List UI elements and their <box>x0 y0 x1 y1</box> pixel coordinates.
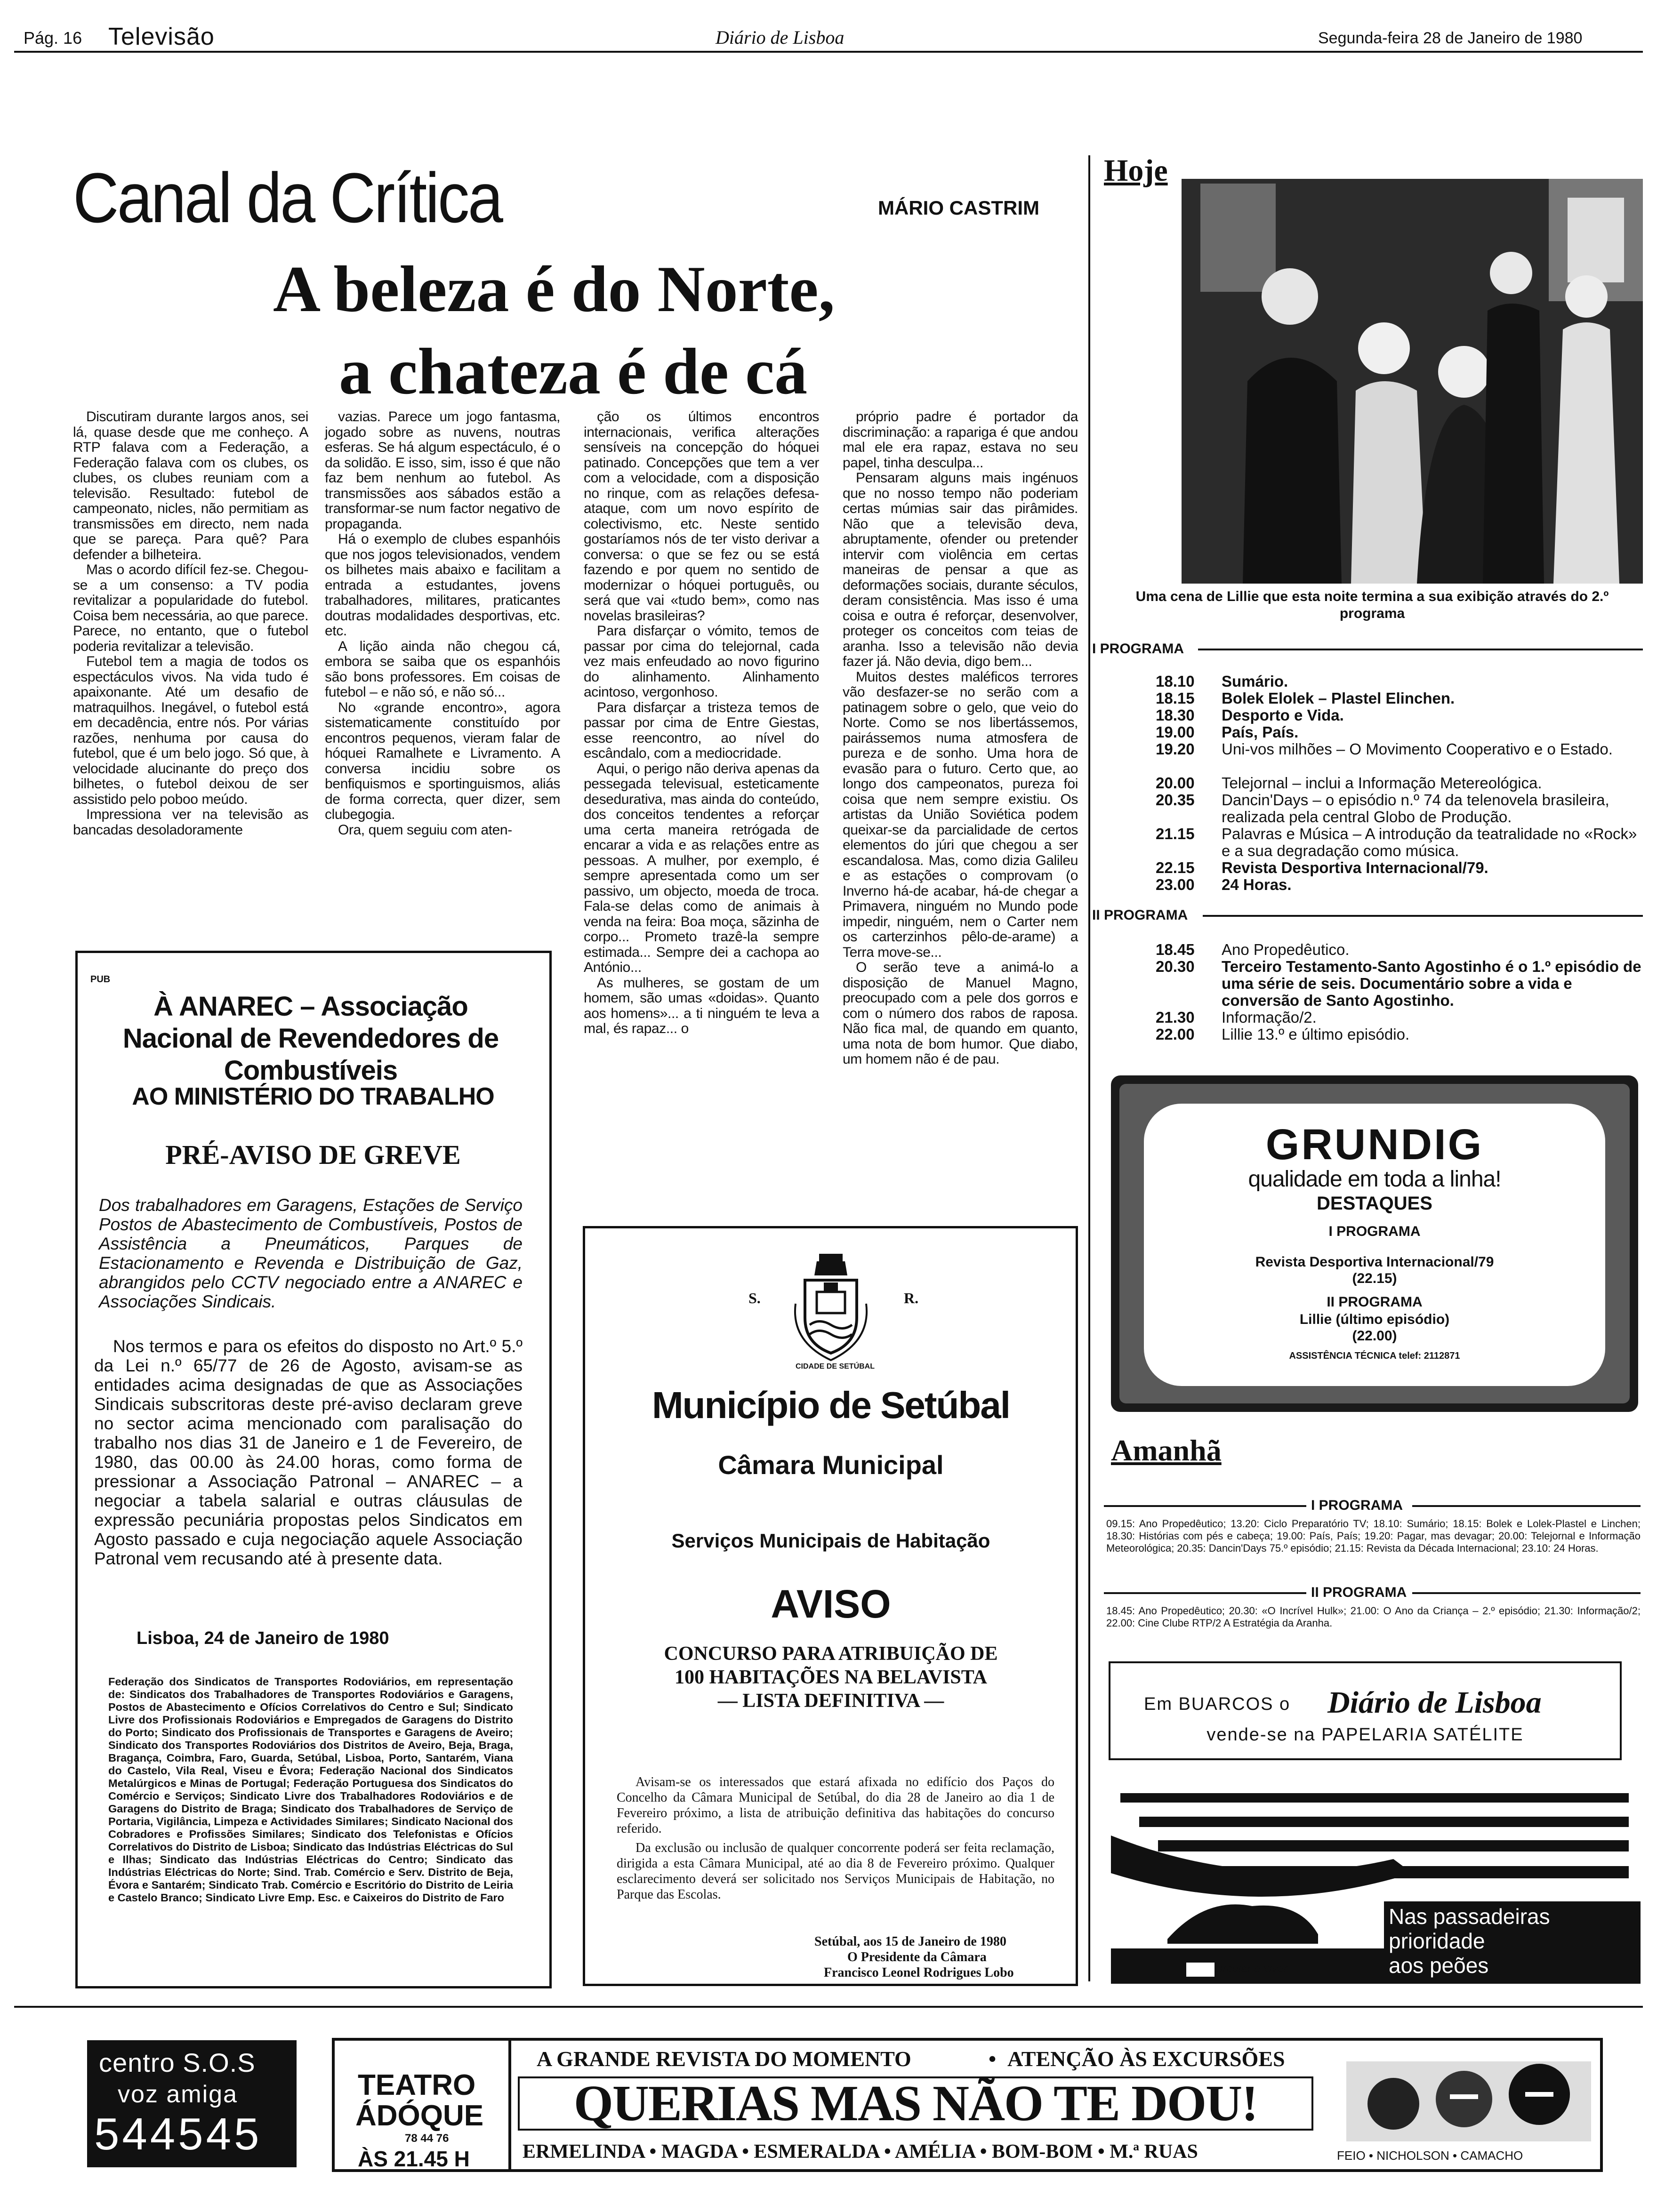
program: Dancin'Days – o episódio n.º 74 da telenovela brasileira, realizada pela central Globo de Produção. <box>1222 791 1609 825</box>
buarcos-logo: Diário de Lisboa <box>1327 1685 1542 1720</box>
seal-letter-right: R. <box>904 1290 919 1306</box>
time: 19.20 <box>1156 740 1195 758</box>
amanha-title: Amanhã <box>1111 1434 1222 1467</box>
time: 19.00 <box>1156 723 1195 741</box>
ministry-heading: AO MINISTÉRIO DO TRABALHO <box>132 1083 494 1110</box>
pedestrian-line-1: Nas passadeiras <box>1389 1904 1550 1929</box>
time: 18.45 <box>1156 941 1195 958</box>
time: 18.15 <box>1156 689 1195 707</box>
author-name: MÁRIO CASTRIM <box>878 197 1039 219</box>
hoje-program-1-rule <box>1198 649 1643 650</box>
grundig-p2-label: II PROGRAMA <box>1327 1294 1423 1310</box>
teatro-phone: 78 44 76 <box>405 2132 449 2145</box>
program: Palavras e Música – A introdução da teatralidade no «Rock» e a sua degradação como música. <box>1222 825 1637 859</box>
masthead: Diário de Lisboa <box>716 27 845 48</box>
header-rule <box>14 51 1643 53</box>
program: Telejornal – inclui a Informação Metereológica. <box>1222 774 1542 792</box>
time: 22.15 <box>1156 859 1195 876</box>
headline-line-1: A beleza é do Norte, <box>273 253 835 326</box>
municipio-title: Município de Setúbal <box>652 1384 1010 1426</box>
program: Sumário. <box>1222 673 1288 690</box>
teatro-name-2: ÁDÓQUE <box>355 2100 484 2132</box>
paragraph: Pensaram alguns mais ingénuos que no nosso tempo não poderiam certas múmias sair das pirâmides. Não que a televisão deva, abruptamente, ofender ou pretender intervir com violência em certas maneiras de pensar a que as deformações sociais, durante séculos, deram consistência. Mas isso é uma coisa e outra é reforçar, desenvolver, proteger os conceitos com teias de aranha. Isso a televisão não devia fazer já. Não devia, digo bem... <box>843 470 1078 669</box>
strike-signatories: Federação dos Sindicatos de Transportes Rodoviários, em representação de: Sindicatos dos Trabalhadores de Transportes Rodoviários e Garagens, Postos de Abastecimento e Ofícios Correlativos do Centro e Sul; Sindicato Livre dos Profissionais Rodoviários e Empregados de Garagens do Distrito do Porto; Sindicato dos Profissionais de Transportes e Garagens de Aveiro; Sindicato dos Transportes Rodoviários dos Distritos de Aveiro, Beja, Braga, Bragança, Coimbra, Faro, Guarda, Setúbal, Lisboa, Porto, Santarém, Viana do Castelo, Vila Real, Viseu e Évora; Federação Nacional dos Sindicatos Metalúrgicos e Minas de Portugal; Federação Portuguesa dos Sindicatos do Comércio e Serviços; Sindicato Livre dos Trabalhadores Rodoviários e de Garagens do Distrito de Braga; Sindicato dos Trabalhadores de Serviço de Portaria, Vigilância, Limpeza e Actividades Similares; Sindicato Nacional dos Cobradores e Profissões Similares; Sindicato dos Telefonistas e Ofícios Correlativos do Distrito de Lisboa; Sindicato das Indústrias Eléctricas do Sul e Ilhas; Sindicato das Indústrias Eléctricas do Centro; Sindicato das Indústrias Eléctricas do Norte; Sind. Trab. Comércio e Serv. Distrito de Beja, Évora e Santarém; Sindicato Trab. Comércio e Escritório do Distrito de Leiria e Castelo Branco; Sindicato Livre Emp. Esc. e Caixeiros do Distrito de Faro <box>108 1675 513 1904</box>
concurso-line-2: 100 HABITAÇÕES NA BELAVISTA <box>674 1667 988 1688</box>
article-column-2 <box>325 409 560 838</box>
program: Ano Propedêutico. <box>1222 941 1350 958</box>
sos-line-1: centro S.O.S <box>99 2048 256 2077</box>
amanha-p2-rule-left <box>1104 1592 1306 1594</box>
camara-title: Câmara Municipal <box>718 1450 944 1480</box>
teatro-cast: ERMELINDA • MAGDA • ESMERALDA • AMÉLIA • BOM-BOM • M.ª RUAS <box>523 2141 1198 2163</box>
page-number: Pág. 16 <box>24 28 82 48</box>
strike-heading: PRÉ-AVISO DE GREVE <box>165 1139 461 1170</box>
time: 21.30 <box>1156 1009 1195 1026</box>
anarec-title: À ANAREC – Associação Nacional de Revendedores de Combustíveis <box>122 991 499 1086</box>
amanha-program-1-text: 09.15: Ano Propedêutico; 13.20: Ciclo Preparatório TV; 18.10: Sumário; 18.15: Bolek e Lolek-Plastel e Linchen; 18.30: Histórias com pés e cabeça; 19.00: País, País; 19.20: Pagar, mas devagar; 20.00: Telejornal e Informação Meteorológica; 20.35: Dancin'Days 75.º episódio; 21.15: Revista da Década Internacional; 23.10: 24 Horas. <box>1106 1518 1641 1554</box>
program: Revista Desportiva Internacional/79. <box>1222 859 1488 876</box>
photo-caption: Uma cena de Lillie que esta noite termina a sua exibição através do 2.º programa <box>1135 589 1609 621</box>
grundig-p1-time: (22.15) <box>1352 1271 1397 1286</box>
grundig-p1-text: Revista Desportiva Internacional/79 <box>1255 1254 1494 1270</box>
program: 24 Horas. <box>1222 876 1292 893</box>
article-column-1 <box>73 409 308 838</box>
time: 18.10 <box>1156 673 1195 690</box>
amanha-p1-rule-right <box>1412 1505 1641 1507</box>
sos-number: 544545 <box>94 2109 262 2159</box>
setubal-paragraph-1: Avisam-se os interessados que estará afixada no edifício dos Paços do Concelho da Câmara Municipal de Setúbal, do dia 28 de Janeiro ao dia 1 de Fevereiro próximo, a lista de atribuição definitiva das habitações do concurso referido. <box>617 1775 1054 1836</box>
concurso-line-3: — LISTA DEFINITIVA — <box>717 1690 944 1712</box>
program: Uni-vos milhões – O Movimento Cooperativo e o Estado. <box>1222 740 1613 758</box>
time: 23.00 <box>1156 876 1195 893</box>
paragraph: As mulheres, se gostam de um homem, são umas «doidas». Quanto aos homens»... a ti ninguém te leva a mal, és rapaz... o <box>584 975 819 1036</box>
bottom-rule <box>14 2006 1643 2008</box>
amanha-program-2-label: II PROGRAMA <box>1311 1585 1407 1600</box>
teatro-cast-2: FEIO • NICHOLSON • CAMACHO <box>1337 2148 1523 2163</box>
amanha-p1-rule-left <box>1104 1505 1306 1507</box>
time: 18.30 <box>1156 706 1195 724</box>
amanha-program-1-label: I PROGRAMA <box>1311 1498 1403 1513</box>
time: 20.30 <box>1156 958 1195 975</box>
setubal-paragraph-2: Da exclusão ou inclusão de qualquer concorrente poderá ser feita reclamação, dirigida a esta Câmara Municipal, até ao dia 8 de Fevereiro próximo. Qualquer esclarecimento deverá ser solicitado nos Serviços Municipais de Habitação, no Parque das Escolas. <box>617 1841 1054 1902</box>
seal-ribbon: CIDADE DE SETÚBAL <box>796 1362 875 1370</box>
grundig-brand: GRUNDIG <box>1265 1121 1484 1169</box>
pedestrian-logo: circular e viver <box>1215 1963 1287 1975</box>
time: 21.15 <box>1156 825 1195 842</box>
hoje-title: Hoje <box>1104 153 1168 188</box>
hoje-program-2-label: II PROGRAMA <box>1092 907 1188 923</box>
program: País, País. <box>1222 723 1299 741</box>
setubal-signature-role: O Presidente da Câmara <box>847 1950 987 1964</box>
grundig-p2-text: Lillie (último episódio) <box>1299 1312 1450 1327</box>
seal-letter-left: S. <box>748 1290 761 1306</box>
amanha-p2-rule-right <box>1412 1592 1641 1594</box>
amanha-program-2-text: 18.45: Ano Propedêutico; 20.30: «O Incrível Hulk»; 21.00: O Ano da Criança – 2.º episódio; 21.30: Informação/2; 22.00: Cine Clube RTP/2 A Estratégia da Aranha. <box>1106 1605 1641 1629</box>
municipal-coat-of-arms <box>772 1247 890 1365</box>
column-title: Canal da Crítica <box>73 158 502 237</box>
grundig-p1-label: I PROGRAMA <box>1328 1224 1421 1239</box>
program: Desporto e Vida. <box>1222 706 1344 724</box>
aviso-title: AVISO <box>771 1582 891 1626</box>
page-date: Segunda-feira 28 de Janeiro de 1980 <box>1318 29 1583 47</box>
grundig-p2-time: (22.00) <box>1352 1328 1397 1344</box>
section-title: Televisão <box>108 23 215 50</box>
paragraph: Futebol tem a magia de todos os espectáculos vivos. Na vida tudo é apaixonante. Até um desafio de matraquilhos. Inegável, o futebol está em decadência, entre nós. Por várias razões, nenhuma por causa do futebol, que é um belo jogo. Só que, à velocidade alucinante do preço dos bilhetes, o futebol deixou de ser assistido pelo poboo meúdo. <box>73 654 308 807</box>
setubal-signature-date: Setúbal, aos 15 de Janeiro de 1980 <box>814 1934 1006 1949</box>
program: Lillie 13.º e último episódio. <box>1222 1026 1410 1043</box>
pedestrian-ad <box>1111 1784 1641 1984</box>
lillie-photo <box>1182 179 1643 584</box>
column-divider <box>1088 155 1090 1981</box>
paragraph: Mas o acordo difícil fez-se. Chegou-se a um consenso: a TV podia revitalizar a popularidade do futebol. Coisa bem necessária, ao que parece. Parece, no entanto, que o futebol poderia revitalizar a televisão. <box>73 562 308 654</box>
concurso-line-1: CONCURSO PARA ATRIBUIÇÃO DE <box>664 1643 998 1665</box>
teatro-photo <box>1346 2061 1591 2141</box>
paragraph: Aqui, o perigo não deriva apenas da pessegada televisual, esteticamente desedurativa, mas ainda do conteúdo, dos conceitos tendentes a reforçar uma certa maneira retrógada de encarar a vida e as relações entre as pessoas. A mulher, por exemplo, é sempre apresentada como um ser passivo, um objecto, moeda de troca. Fala-se delas como de animais à venda na feira: Boa moça, sãzinha de corpo... Prometo trazê-la sempre estimada... Sempre dei a cachopa ao António... <box>584 761 819 975</box>
teatro-top-1: A GRANDE REVISTA DO MOMENTO <box>537 2047 911 2071</box>
teatro-show-title: QUERIAS MAS NÃO TE DOU! <box>573 2076 1258 2132</box>
paragraph: O serão teve a animá-lo a disposição de Manuel Magno, preocupado com a pele dos gorros e com o número dos rabos de raposa. Não fica mal, de quando em quanto, uma nota de bom humor. Que diabo, um homem não é de pau. <box>843 960 1078 1067</box>
grundig-assistance: ASSISTÊNCIA TÉCNICA telef: 2112871 <box>1289 1351 1460 1361</box>
sos-line-2: voz amiga <box>118 2081 238 2108</box>
teatro-divider <box>508 2038 511 2172</box>
paragraph: próprio padre é portador da discriminação: a rapariga é que andou mal ele era rapaz, estava no seu papel, tinha desculpa... <box>843 409 1078 471</box>
time: 20.00 <box>1156 774 1195 792</box>
paragraph: A lição ainda não chegou cá, embora se saiba que os espanhóis são bons professores. Em coisas de futebol – e não só, e não só... <box>325 638 560 700</box>
pub-tag: PUB <box>90 974 111 985</box>
teatro-time: ÀS 21.45 H <box>358 2147 470 2171</box>
paragraph: Ora, quem seguiu com aten- <box>338 822 512 838</box>
grundig-destaques: DESTAQUES <box>1317 1193 1432 1214</box>
paragraph: Muitos destes maléficos terrores vão desfazer-se no serão com a patinagem sobre o gelo, que veio do Norte. Como se nos libertássemos, pairássemos numa atmosfera de pureza e de sonho. Uma hora de evasão para o futuro. Certo que, ao longo dos campeonatos, pureza foi coisa que nem sempre existiu. Os artistas da União Soviética podem queixar-se da parcialidade de certos elementos do júri que chegou a ser escandalosa. Mas, como dizia Galileu e as estações o comprovam (o Inverno há-de acabar, há-de chegar a Primavera, ninguém no Mundo pode impedir, ninguém, nem o Carter nem os carterzinhos pêlo-de-arame) a Terra move-se... <box>843 669 1078 960</box>
pedestrian-line-2: prioridade <box>1389 1929 1485 1953</box>
headline-line-2: a chateza é de cá <box>339 335 808 408</box>
strike-date: Lisboa, 24 de Janeiro de 1980 <box>137 1628 389 1648</box>
article-column-4 <box>843 409 1078 1067</box>
strike-body: Nos termos e para os efeitos do disposto no Art.º 5.º da Lei n.º 65/77 de 26 de Agosto, avisam-se as entidades acima designadas de que as Associações Sindicais subscritoras deste pré-aviso declaram greve no sector acima mencionado com paralisação do trabalho nos dias 31 de Janeiro e 1 de Fevereiro, de 1980, das 00.00 às 24.00 horas, como forma de pressionar a Associação Patronal – ANAREC – a negociar a tabela salarial e outras cláusulas de expressão pecuniária propostas pelos Sindicatos em Agosto passado e cuja negociação aquele Associação Patronal vem recusando até à presente data. <box>94 1337 523 1568</box>
buarcos-line-2: vende-se na PAPELARIA SATÉLITE <box>1207 1725 1524 1745</box>
program: Bolek Elolek – Plastel Elinchen. <box>1222 689 1455 707</box>
buarcos-line-1: Em BUARCOS o <box>1144 1694 1291 1714</box>
pedestrian-line-3: aos peões <box>1389 1953 1489 1978</box>
paragraph: Para disfarçar o vómito, temos de passar por cima do telejornal, cada vez mais enfeudado ao novo figurino do alinhamento. Alinhamento acintoso, vergonhoso. <box>584 623 819 700</box>
teatro-top-2: ATENÇÃO ÀS EXCURSÕES <box>1007 2047 1285 2071</box>
teatro-bullet: • <box>989 2047 997 2071</box>
hoje-program-1-label: I PROGRAMA <box>1092 641 1184 657</box>
paragraph: Impressiona ver na televisão as bancadas desoladoramente <box>73 807 308 838</box>
grundig-slogan: qualidade em toda a linha! <box>1248 1167 1501 1192</box>
paragraph: vazias. Parece um jogo fantasma, jogado sobre as nuvens, noutras esferas. Se há algum espectáculo, é o da solidão. E isso, sim, isso é que não faz bem nenhum ao futebol. As transmissões aos sábados estão a transformar-se num factor negativo de propaganda. <box>325 409 560 532</box>
paragraph: Há o exemplo de clubes espanhóis que nos jogos televisionados, vendem os bilhetes mais abaixo e facilitam a entrada a estudantes, jovens trabalhadores, militares, praticantes doutras modalidades desportivas, etc. etc. <box>325 531 560 639</box>
paragraph: Para disfarçar a tristeza temos de passar por cima de Entre Giestas, esse reencontro, ao nível do escândalo, com a mediocridade. <box>584 699 819 761</box>
hoje-program-2-rule <box>1203 915 1643 917</box>
article-column-3 <box>584 409 819 1037</box>
teatro-name-1: TEATRO <box>358 2069 476 2101</box>
setubal-signature-name: Francisco Leonel Rodrigues Lobo <box>824 1965 1014 1980</box>
program: Terceiro Testamento-Santo Agostinho é o 1.º episódio de uma série de seis. Documentário sobre a vida e conversão de Santo Agostinho. <box>1222 958 1641 1009</box>
program: Informação/2. <box>1222 1009 1317 1026</box>
servicos-title: Serviços Municipais de Habitação <box>671 1530 990 1552</box>
time: 20.35 <box>1156 791 1195 809</box>
time: 22.00 <box>1156 1026 1195 1043</box>
paragraph: No «grande encontro», agora sistematicamente constituído por encontros pequenos, vieram falar de hóquei Ramalhete e Livramento. A conversa incidiu sobre os benfiquismos e sportinguismos, aliás de forma correcta, quer dizer, sem clubegogia. <box>325 699 560 822</box>
strike-intro: Dos trabalhadores em Garagens, Estações de Serviço Postos de Abastecimento de Combustíveis, Postos de Assistência a Pneumáticos, Parques de Estacionamento e Revenda e Distribuição de Gaz, abrangidos pelo CCTV negociado entre a ANAREC e Associações Sindicais. <box>99 1195 523 1311</box>
paragraph: ção os últimos encontros internacionais, verifica alterações sensíveis na concepção do hóquei patinado. Concepções que tem a ver com a velocidade, com a disposição no rinque, com as relações defesa-ataque, com um novo espírito de colectivismo, etc. Neste sentido gostaríamos nós de ter visto derivar a conversa: o que se fez ou se está fazendo e por quem no sentido de modernizar o hóquei português, ou será que vai «tudo bem», como nas novelas brasileiras? <box>584 409 819 624</box>
paragraph: Discutiram durante largos anos, sei lá, quase desde que me conheço. A RTP falava com a Federação, a Federação falava com os clubes, os clubes, os clubes reuniam com a televisão. Resultado: futebol de campeonato, nicles, não permitiam as transmissões em directo, nem nada que se pareça. Para quê? Para defender a bilheteira. <box>73 409 308 562</box>
